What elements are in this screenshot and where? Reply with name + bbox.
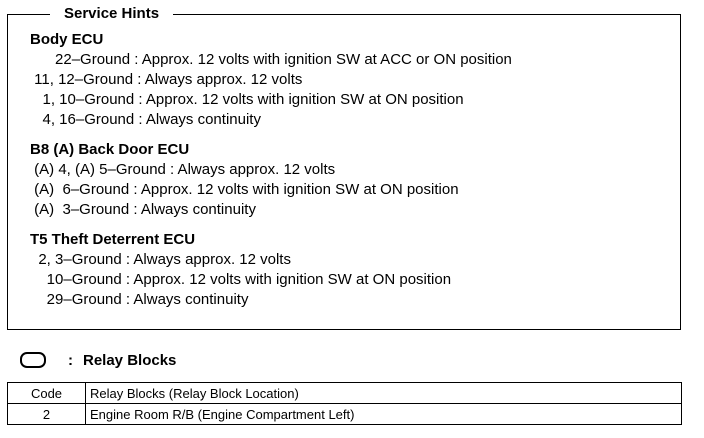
table-row	[8, 404, 682, 425]
hint-line: (A) 3–Ground : Always continuity	[30, 201, 256, 218]
hint-line: 22–Ground : Approx. 12 volts with ignition SW at ACC or ON position	[30, 51, 512, 68]
section-title: T5 Theft Deterrent ECU	[30, 231, 196, 248]
hint-line: (A) 6–Ground : Approx. 12 volts with ignition SW at ON position	[30, 181, 459, 198]
hint-line: 10–Ground : Approx. 12 volts with ignition SW at ON position	[30, 271, 452, 288]
service-hints-content	[30, 30, 512, 310]
section-body-ecu	[30, 30, 512, 130]
section-title: B8 (A) Back Door ECU	[30, 141, 190, 158]
legend-label: Relay Blocks	[83, 351, 177, 369]
service-hints-title: Service Hints	[50, 5, 173, 23]
hint-line: 4, 16–Ground : Always continuity	[30, 111, 261, 128]
section-title: Body ECU	[30, 31, 104, 48]
section-theft-deterrent-ecu	[30, 230, 512, 310]
cell-relay-block: Engine Room R/B (Engine Compartment Left)	[86, 404, 682, 425]
hint-line: 1, 10–Ground : Approx. 12 volts with ignition SW at ON position	[30, 91, 464, 108]
hint-line: (A) 4, (A) 5–Ground : Always approx. 12 volts	[30, 161, 336, 178]
hint-line: 2, 3–Ground : Always approx. 12 volts	[30, 251, 291, 268]
hint-line: 29–Ground : Always continuity	[30, 291, 249, 308]
relay-blocks-legend	[20, 350, 176, 370]
cell-code: 2	[8, 404, 86, 425]
section-back-door-ecu	[30, 140, 512, 220]
rounded-rectangle-icon	[20, 352, 46, 368]
legend-colon: :	[68, 351, 73, 369]
relay-blocks-table	[7, 382, 682, 425]
column-header-relay-blocks: Relay Blocks (Relay Block Location)	[86, 383, 682, 404]
hint-line: 11, 12–Ground : Always approx. 12 volts	[30, 71, 303, 88]
table-header-row	[8, 383, 682, 404]
column-header-code: Code	[8, 383, 86, 404]
